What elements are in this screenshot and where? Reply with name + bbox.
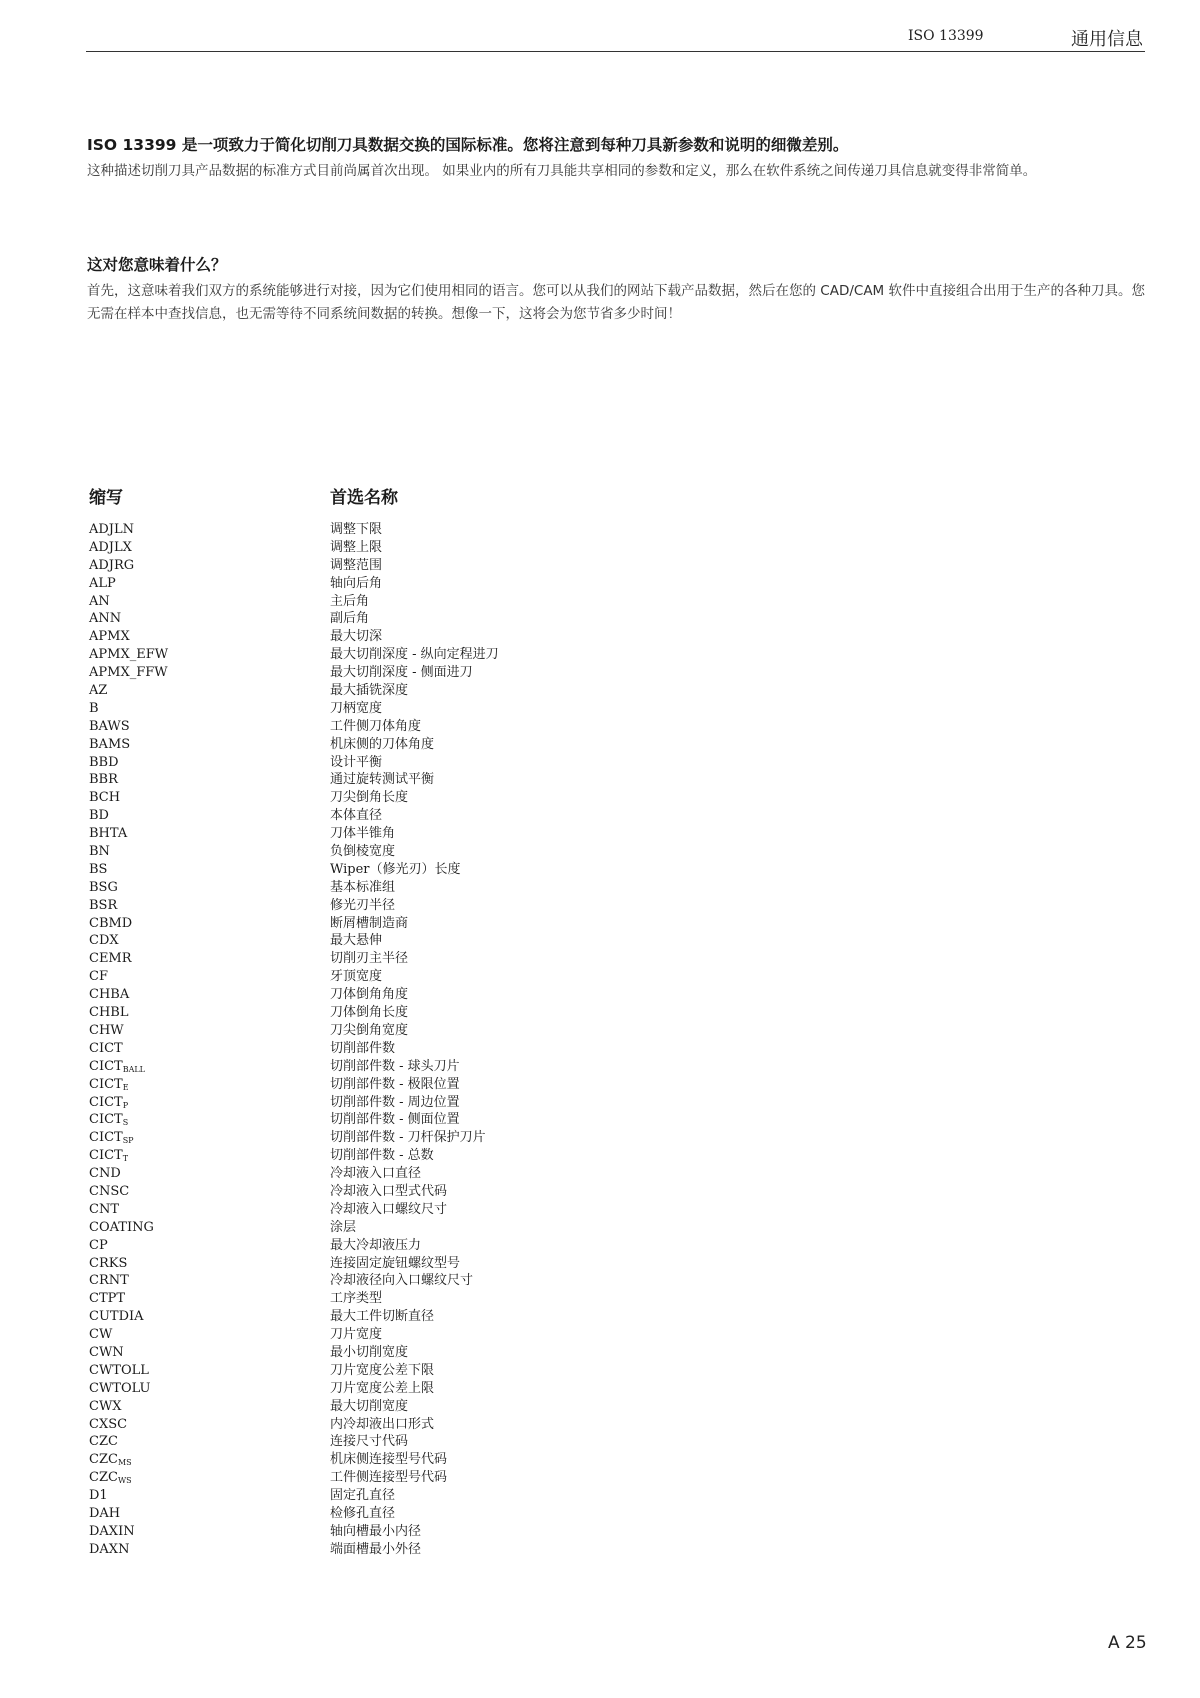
abbreviation-code [89, 1255, 127, 1273]
abbreviation-code-text: COATING [89, 1219, 154, 1235]
abbreviation-code-text: CTPT [89, 1291, 126, 1307]
abbreviation-code [89, 754, 119, 772]
abbreviation-code [89, 1523, 135, 1541]
table-row [89, 700, 689, 718]
abbreviation-code [89, 1398, 122, 1416]
abbreviation-code [89, 628, 130, 646]
table-row [89, 915, 689, 933]
abbreviation-code-text: D1 [89, 1488, 108, 1504]
header-section-title: 通用信息 [1071, 29, 1143, 50]
abbreviation-subscript: E [122, 1082, 129, 1092]
abbreviation-code [89, 1201, 119, 1219]
table-row [89, 1129, 689, 1147]
abbreviation-code-text: CRKS [89, 1255, 128, 1271]
abbreviation-code [89, 950, 132, 968]
preferred-name: 副后角 [330, 611, 370, 627]
table-row [89, 1380, 689, 1398]
table-row [89, 1272, 689, 1290]
preferred-name: 切削部件数 - 侧面位置 [330, 1112, 460, 1128]
table-row [89, 950, 689, 968]
preferred-name: 切削部件数 - 极限位置 [330, 1076, 460, 1092]
preferred-name: 本体直径 [330, 808, 383, 824]
abbreviation-code-text: ADJLN [89, 522, 135, 537]
abbreviation-code-text: BAWS [89, 718, 130, 734]
table-row [89, 521, 689, 539]
preferred-name: 最大切削深度 - 侧面进刀 [330, 665, 473, 681]
abbreviation-code [89, 1469, 132, 1487]
abbreviation-code-text: CW [89, 1327, 113, 1343]
preferred-name: 最大悬伸 [330, 933, 383, 949]
table-row [89, 1111, 689, 1129]
table-row [89, 1344, 689, 1362]
table-row [89, 754, 689, 772]
abbreviation-code [89, 879, 118, 897]
column-header-preferred-name: 首选名称 [330, 488, 398, 508]
preferred-name: 刀体半锥角 [330, 826, 396, 842]
preferred-name: 最大切深 [330, 629, 383, 645]
table-row [89, 1183, 689, 1201]
abbreviation-subscript: P [122, 1100, 129, 1110]
abbreviation-code-text: CXSC [89, 1416, 128, 1432]
abbreviation-code [89, 1344, 124, 1362]
abbreviation-code-text: CRNT [89, 1273, 129, 1289]
abbreviation-code [89, 915, 132, 933]
preferred-name: 连接固定旋钮螺纹型号 [330, 1255, 461, 1271]
table-row [89, 1416, 689, 1434]
abbreviation-code [89, 1362, 149, 1380]
abbreviation-code [89, 1505, 120, 1523]
abbreviation-code [89, 1094, 128, 1112]
table-row [89, 1237, 689, 1255]
abbreviation-code-text: AN [89, 593, 110, 609]
abbreviation-code [89, 1219, 154, 1237]
abbreviation-code-text: CEMR [89, 951, 132, 967]
table-row [89, 1290, 689, 1308]
abbreviation-code-text: BN [89, 844, 110, 860]
abbreviation-code-text: BBR [89, 772, 118, 788]
abbreviation-code-text: CZC [89, 1434, 118, 1450]
abbreviation-code-text: CWTOLU [89, 1380, 151, 1396]
abbreviation-code [89, 700, 99, 718]
section-paragraph: 首先，这意味着我们双方的系统能够进行对接，因为它们使用相同的语言。您可以从我们的网站下载产品数据，然后在您的 CAD/CAM 软件中直接组合出用于生产的各种刀具。您无需在样本中查找信息，也无需等待不同系统间数据的转换。想像一下，这将会为您节省多少时间！ [87, 283, 1145, 322]
abbreviation-code [89, 861, 107, 879]
table-row [89, 1004, 689, 1022]
preferred-name: 内冷却液出口形式 [330, 1416, 435, 1432]
preferred-name: 设计平衡 [330, 754, 383, 770]
header-standard: ISO 13399 [908, 28, 984, 44]
abbreviation-code [89, 610, 121, 628]
abbreviation-code [89, 1058, 145, 1076]
abbreviation-code-text: CICT [89, 1040, 123, 1056]
table-row [89, 736, 689, 754]
abbreviation-code [89, 1183, 129, 1201]
table-row [89, 897, 689, 915]
preferred-name: 机床侧的刀体角度 [330, 736, 435, 752]
abbreviation-code-text: CNT [89, 1201, 119, 1217]
preferred-name: 刀尖倒角宽度 [330, 1022, 409, 1038]
abbreviation-code-text: CDX [89, 933, 119, 949]
abbreviation-subscript: SP [122, 1136, 134, 1146]
page-number: A 25 [1108, 1633, 1147, 1653]
table-row [89, 610, 689, 628]
abbreviation-code-text: CWN [89, 1344, 124, 1360]
abbreviation-code [89, 575, 116, 593]
preferred-name: 断屑槽制造商 [330, 915, 409, 931]
preferred-name: 调整下限 [330, 522, 383, 537]
table-row [89, 664, 689, 682]
abbreviation-code [89, 897, 117, 915]
preferred-name: 最大工件切断直径 [330, 1309, 435, 1325]
preferred-name: 刀体倒角角度 [330, 987, 409, 1003]
abbreviation-code-text: CICT [89, 1094, 123, 1110]
preferred-name: 冷却液入口直径 [330, 1166, 422, 1182]
abbreviation-code-text: ANN [89, 611, 122, 627]
abbreviation-code [89, 1129, 134, 1147]
preferred-name: 切削部件数 - 刀杆保护刀片 [330, 1130, 486, 1146]
abbreviation-code [89, 593, 110, 611]
abbreviation-code [89, 1290, 125, 1308]
preferred-name: 最大冷却液压力 [330, 1237, 422, 1253]
table-row [89, 1201, 689, 1219]
preferred-name: 冷却液入口型式代码 [330, 1183, 448, 1199]
abbreviation-code-text: AZ [89, 683, 108, 699]
preferred-name: 最小切削宽度 [330, 1344, 409, 1360]
abbreviation-code-text: CF [89, 969, 108, 985]
abbreviation-code-text: B [89, 700, 99, 716]
table-row [89, 807, 689, 825]
preferred-name: 切削部件数 - 周边位置 [330, 1094, 460, 1110]
abbreviation-code [89, 1487, 108, 1505]
preferred-name: 刀尖倒角长度 [330, 790, 409, 806]
abbreviation-code-text: CHBA [89, 987, 130, 1003]
abbreviation-code-text: BHTA [89, 826, 128, 842]
abbreviation-code-text: CZC [89, 1470, 118, 1486]
abbreviation-code-text: DAH [89, 1505, 121, 1521]
abbreviation-code-text: BD [89, 808, 109, 824]
table-row [89, 646, 689, 664]
abbreviation-subscript: S [122, 1118, 129, 1128]
table-row [89, 771, 689, 789]
abbreviation-code [89, 1541, 129, 1559]
abbreviation-code-text: CP [89, 1237, 108, 1253]
abbreviation-code [89, 1076, 129, 1094]
table-row [89, 968, 689, 986]
abbreviation-code-text: CICT [89, 1076, 123, 1092]
abbreviation-code [89, 1380, 151, 1398]
abbreviation-code [89, 986, 129, 1004]
abbreviation-code [89, 539, 132, 557]
table-row [89, 575, 689, 593]
preferred-name: Wiper（修光刃）长度 [330, 861, 461, 877]
preferred-name: 端面槽最小外径 [330, 1541, 422, 1557]
preferred-name: 固定孔直径 [330, 1488, 396, 1504]
abbreviation-code [89, 718, 130, 736]
abbreviation-code [89, 1272, 129, 1290]
preferred-name: 刀片宽度 [330, 1327, 383, 1343]
section-heading: 这对您意味着什么？ [87, 256, 227, 274]
abbreviation-code [89, 1416, 127, 1434]
table-row [89, 1040, 689, 1058]
preferred-name: 刀片宽度公差下限 [330, 1362, 435, 1378]
table-row [89, 718, 689, 736]
abbreviation-code-text: DAXN [89, 1541, 130, 1557]
table-row [89, 843, 689, 861]
abbreviation-code-text: BAMS [89, 736, 131, 752]
abbreviation-code [89, 932, 119, 950]
abbreviation-code-text: DAXIN [89, 1523, 135, 1539]
table-row [89, 1523, 689, 1541]
preferred-name: 修光刃半径 [330, 897, 396, 913]
table-row [89, 1094, 689, 1112]
abbreviation-code-text: BCH [89, 790, 121, 806]
preferred-name: 调整范围 [330, 557, 383, 573]
abbreviation-code [89, 521, 134, 539]
table-row [89, 1541, 689, 1559]
preferred-name: 刀体倒角长度 [330, 1005, 409, 1021]
preferred-name: 切削刃主半径 [330, 951, 409, 967]
table-row [89, 1022, 689, 1040]
table-row [89, 1165, 689, 1183]
table-row [89, 1308, 689, 1326]
abbreviation-code-text: CWTOLL [89, 1362, 149, 1378]
preferred-name: 工件侧刀体角度 [330, 718, 422, 734]
table-row [89, 879, 689, 897]
abbreviation-code-text: APMX [89, 629, 130, 645]
abbreviation-code-text: CICT [89, 1148, 123, 1164]
table-row [89, 861, 689, 879]
table-row [89, 986, 689, 1004]
preferred-name: 涂层 [330, 1219, 357, 1235]
abbreviation-code [89, 1165, 121, 1183]
abbreviation-code-text: APMX_EFW [89, 647, 169, 663]
abbreviation-code [89, 968, 108, 986]
abbreviation-code-text: CBMD [89, 915, 133, 931]
preferred-name: 检修孔直径 [330, 1505, 396, 1521]
abbreviation-code [89, 1004, 128, 1022]
abbreviation-subscript: WS [117, 1476, 132, 1486]
intro-heading: ISO 13399 是一项致力于简化切削刀具数据交换的国际标准。您将注意到每种刀具新参数和说明的细微差别。 [87, 136, 849, 154]
abbreviation-subscript: T [122, 1154, 129, 1164]
abbreviation-code [89, 807, 109, 825]
preferred-name: 切削部件数 - 球头刀片 [330, 1058, 460, 1074]
abbreviation-code-text: CICT [89, 1112, 123, 1128]
abbreviation-code [89, 664, 168, 682]
table-row [89, 1433, 689, 1451]
abbreviation-code-text: CWX [89, 1398, 122, 1414]
abbreviation-code [89, 682, 107, 700]
abbreviation-code-text: BSG [89, 879, 118, 895]
preferred-name: 最大切削深度 - 纵向定程进刀 [330, 647, 499, 663]
table-row [89, 1326, 689, 1344]
preferred-name: 切削部件数 - 总数 [330, 1148, 434, 1164]
preferred-name: 工件侧连接型号代码 [330, 1470, 448, 1486]
table-row [89, 1219, 689, 1237]
preferred-name: 轴向后角 [330, 575, 383, 591]
abbreviation-code [89, 825, 127, 843]
abbreviation-code-text: ADJRG [89, 557, 135, 573]
column-header-abbreviation: 缩写 [89, 488, 123, 508]
abbreviation-code [89, 1237, 108, 1255]
abbreviation-code [89, 1451, 132, 1469]
preferred-name: 调整上限 [330, 539, 383, 555]
preferred-name: 工序类型 [330, 1291, 383, 1307]
preferred-name: 机床侧连接型号代码 [330, 1452, 448, 1468]
preferred-name: 冷却液径向入口螺纹尺寸 [330, 1273, 474, 1289]
abbreviation-code [89, 1433, 118, 1451]
table-row [89, 825, 689, 843]
table-row [89, 1469, 689, 1487]
preferred-name: 刀柄宽度 [330, 700, 383, 716]
table-row [89, 1487, 689, 1505]
preferred-name: 通过旋转测试平衡 [330, 772, 435, 788]
abbreviation-code [89, 646, 168, 664]
abbreviation-code-text: BBD [89, 754, 119, 770]
table-row [89, 539, 689, 557]
table-row [89, 593, 689, 611]
abbreviation-code-text: BS [89, 861, 108, 877]
preferred-name: 负倒棱宽度 [330, 844, 396, 860]
abbreviation-code-text: CHW [89, 1022, 124, 1038]
abbreviation-code-text: ALP [89, 575, 116, 591]
table-row [89, 1076, 689, 1094]
table-row [89, 682, 689, 700]
table-row [89, 628, 689, 646]
table-row [89, 932, 689, 950]
abbreviation-subscript: BALL [122, 1064, 145, 1074]
abbreviation-code-text: CUTDIA [89, 1309, 144, 1325]
preferred-name: 刀片宽度公差上限 [330, 1380, 435, 1396]
abbreviation-code-text: ADJLX [89, 539, 132, 555]
abbreviation-code [89, 1040, 123, 1058]
table-row [89, 1255, 689, 1273]
abbreviation-code [89, 771, 118, 789]
abbreviation-code-text: CICT [89, 1058, 123, 1074]
preferred-name: 轴向槽最小内径 [330, 1523, 422, 1539]
abbreviation-list [89, 521, 689, 1559]
abbreviation-code-text: BSR [89, 897, 118, 913]
abbreviation-code [89, 1147, 128, 1165]
table-row [89, 1505, 689, 1523]
preferred-name: 最大切削宽度 [330, 1398, 409, 1414]
preferred-name: 切削部件数 [330, 1040, 396, 1056]
table-row [89, 1058, 689, 1076]
preferred-name: 牙顶宽度 [330, 969, 383, 985]
preferred-name: 最大插铣深度 [330, 683, 409, 699]
abbreviation-code-text: CICT [89, 1130, 123, 1146]
abbreviation-code-text: CHBL [89, 1005, 129, 1021]
abbreviation-code [89, 1326, 112, 1344]
table-row [89, 1451, 689, 1469]
table-row [89, 557, 689, 575]
intro-paragraph: 这种描述切削刀具产品数据的标准方式目前尚属首次出现。 如果业内的所有刀具能共享相同的参数和定义，那么在软件系统之间传递刀具信息就变得非常简单。 [87, 163, 1037, 179]
abbreviation-code-text: APMX_FFW [89, 665, 168, 681]
abbreviation-code [89, 557, 134, 575]
preferred-name: 主后角 [330, 593, 370, 609]
table-row [89, 1398, 689, 1416]
table-row [89, 1362, 689, 1380]
preferred-name: 冷却液入口螺纹尺寸 [330, 1201, 448, 1217]
abbreviation-code [89, 843, 110, 861]
abbreviation-code [89, 1308, 144, 1326]
abbreviation-code-text: CNSC [89, 1183, 130, 1199]
header-divider [86, 51, 1145, 52]
abbreviation-subscript: MS [117, 1458, 132, 1468]
abbreviation-code-text: CZC [89, 1452, 118, 1468]
abbreviation-code [89, 1022, 124, 1040]
table-row [89, 789, 689, 807]
abbreviation-code [89, 789, 120, 807]
abbreviation-code [89, 1111, 128, 1129]
abbreviation-code [89, 736, 130, 754]
table-row [89, 1147, 689, 1165]
abbreviation-code-text: CND [89, 1166, 121, 1182]
preferred-name: 基本标准组 [330, 879, 396, 895]
preferred-name: 连接尺寸代码 [330, 1434, 409, 1450]
